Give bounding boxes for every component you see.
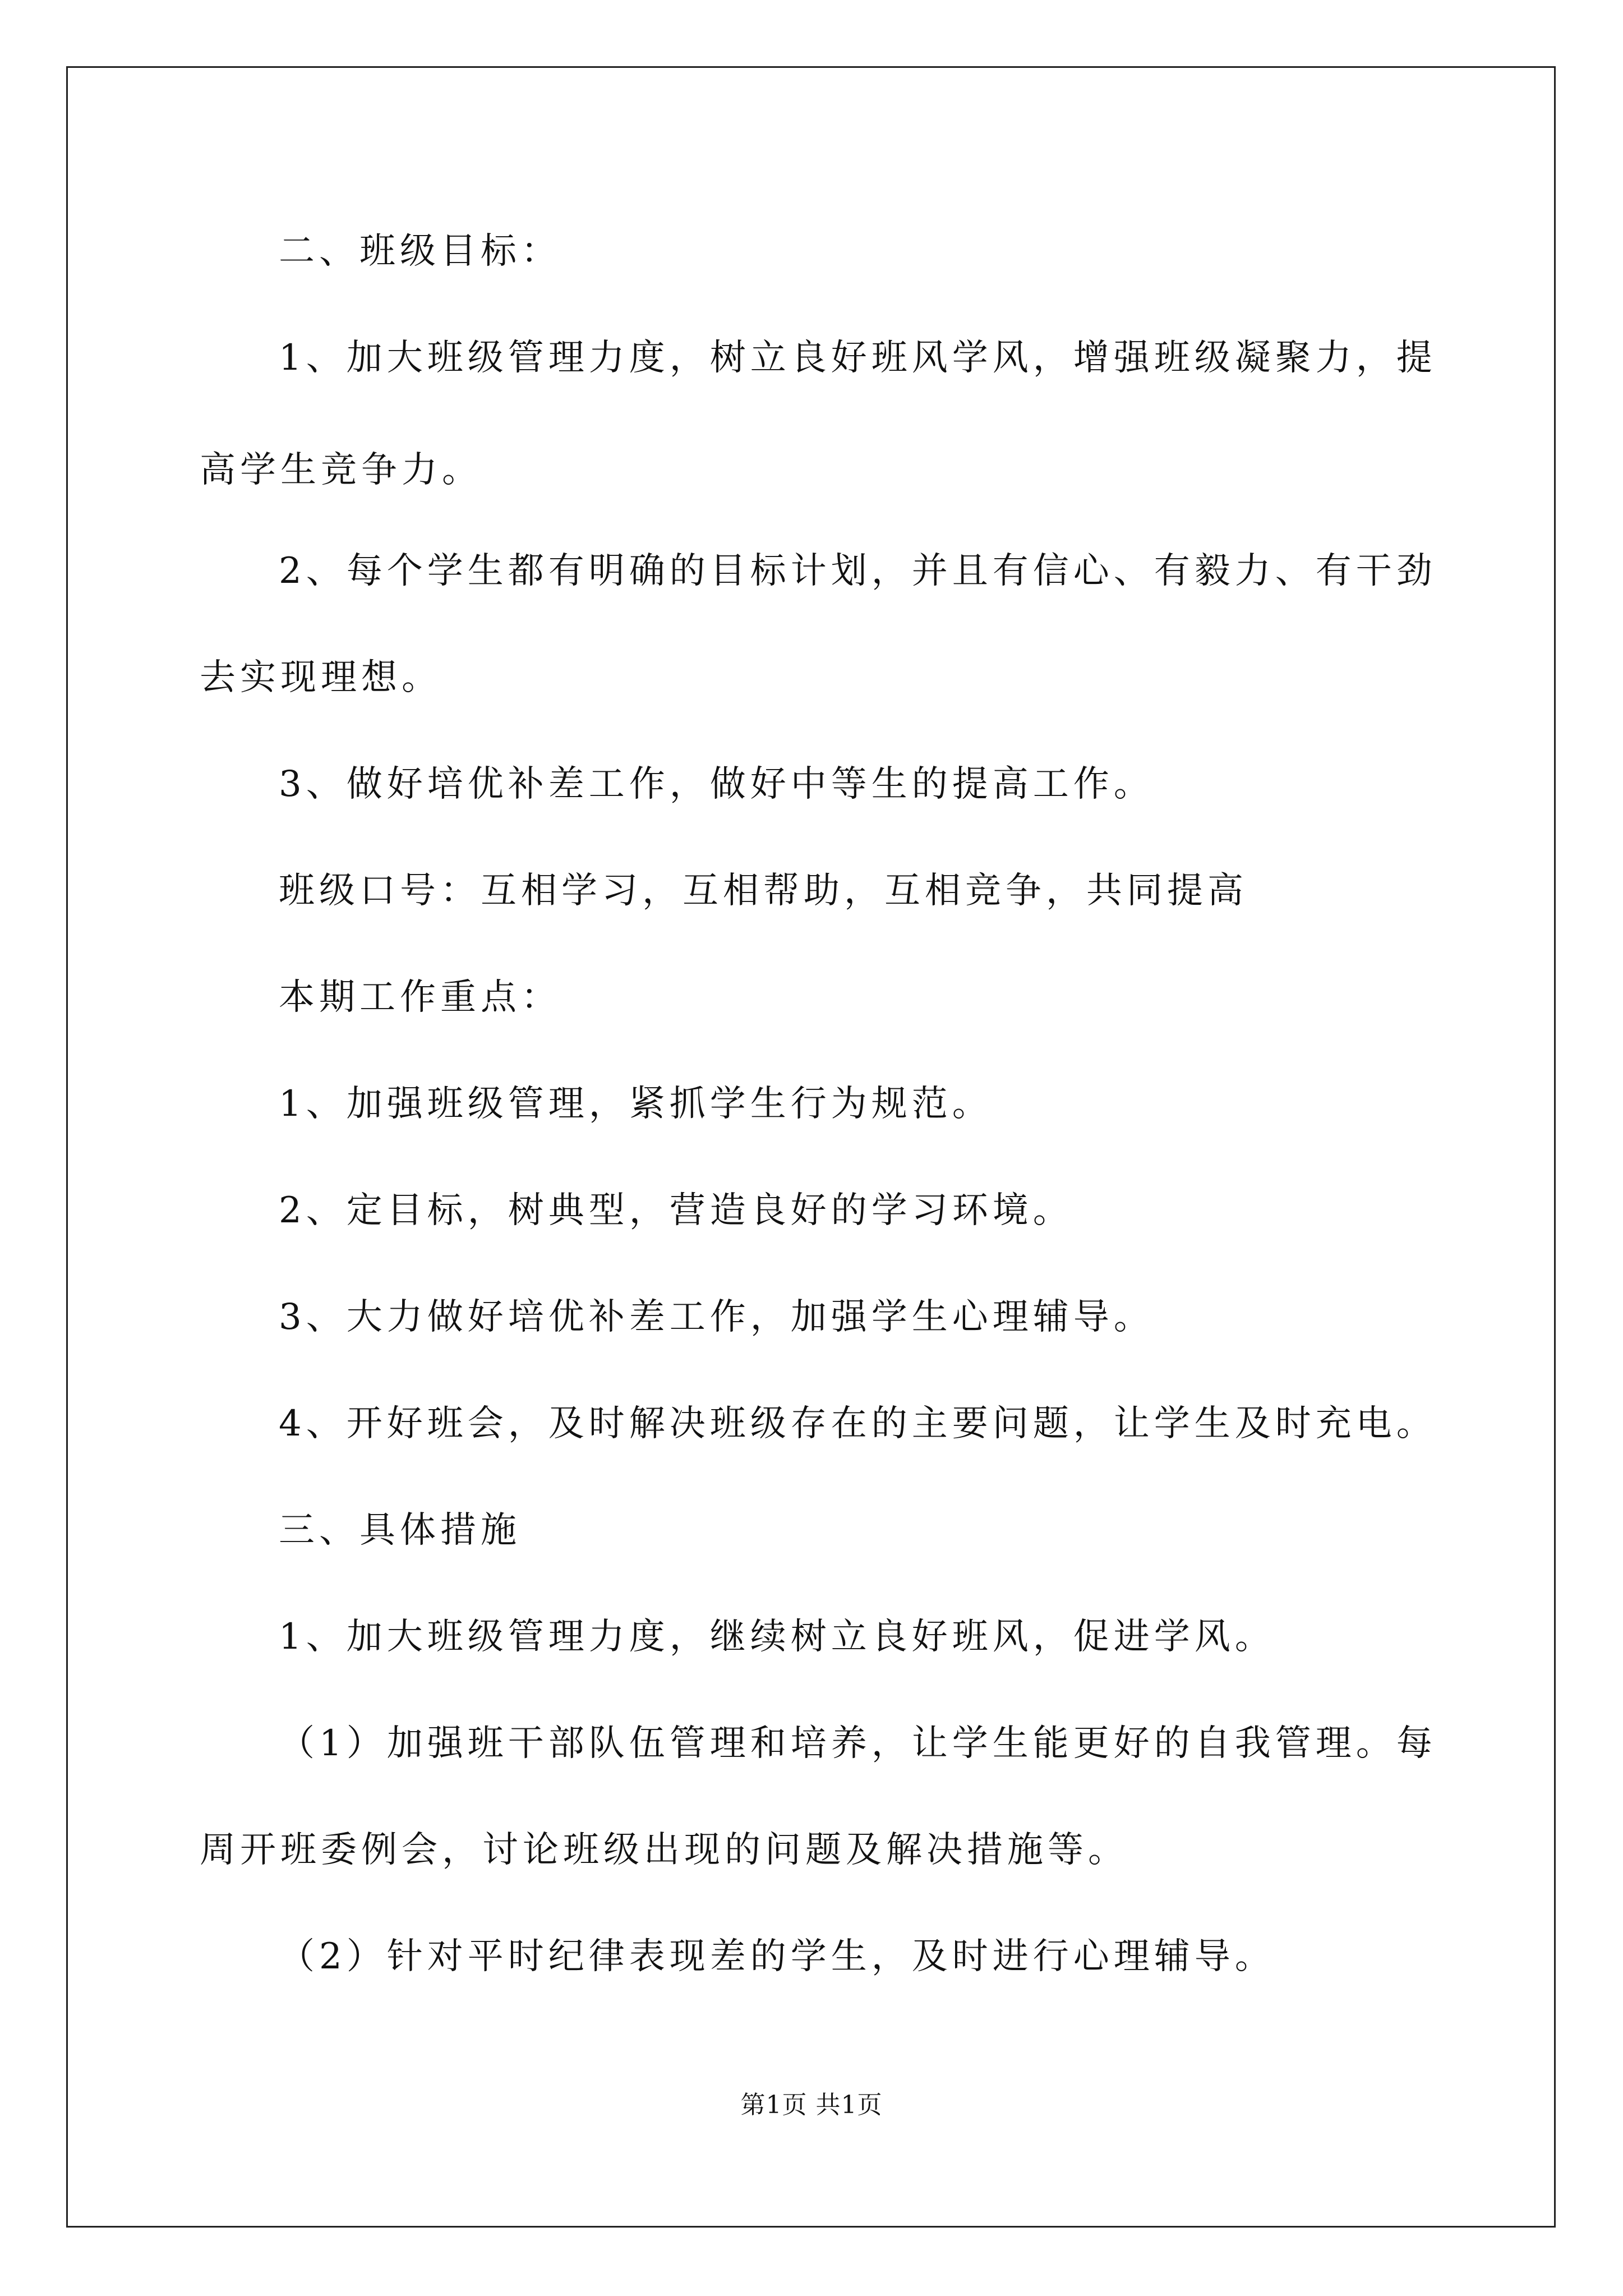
section-heading-measures: 三、具体措施: [279, 1510, 521, 1551]
paragraph-line: 1、加大班级管理力度，树立良好班风学风，增强班级凝聚力，提: [279, 337, 1437, 379]
section-heading-key-work: 本期工作重点：: [279, 977, 561, 1018]
paragraph-line: 4、开好班会，及时解决班级存在的主要问题，让学生及时充电。: [279, 1403, 1437, 1444]
paragraph-line: 3、做好培优补差工作，做好中等生的提高工作。: [279, 763, 1154, 805]
paragraph-line: 2、每个学生都有明确的目标计划，并且有信心、有毅力、有干劲: [279, 550, 1437, 592]
paragraph-line: 高学生竞争力。: [200, 449, 482, 491]
section-heading-class-goals: 二、班级目标：: [279, 231, 561, 272]
paragraph-line: 1、加强班级管理，紧抓学生行为规范。: [279, 1083, 993, 1125]
class-slogan: 班级口号：互相学习，互相帮助，互相竞争，共同提高: [279, 870, 1248, 912]
page-border: [66, 66, 1556, 2228]
page-footer: 第1页 共1页: [740, 2091, 883, 2119]
paragraph-line: 2、定目标，树典型，营造良好的学习环境。: [279, 1190, 1073, 1231]
paragraph-line: （1）加强班干部队伍管理和培养，让学生能更好的自我管理。每: [279, 1723, 1437, 1764]
paragraph-line: 去实现理想。: [200, 657, 442, 698]
paragraph-line: 3、大力做好培优补差工作，加强学生心理辅导。: [279, 1296, 1154, 1338]
paragraph-line: 周开班委例会，讨论班级出现的问题及解决措施等。: [200, 1829, 1128, 1871]
paragraph-line: 1、加大班级管理力度，继续树立良好班风，促进学风。: [279, 1616, 1275, 1658]
paragraph-line: （2）针对平时纪律表现差的学生，及时进行心理辅导。: [279, 1936, 1275, 1977]
